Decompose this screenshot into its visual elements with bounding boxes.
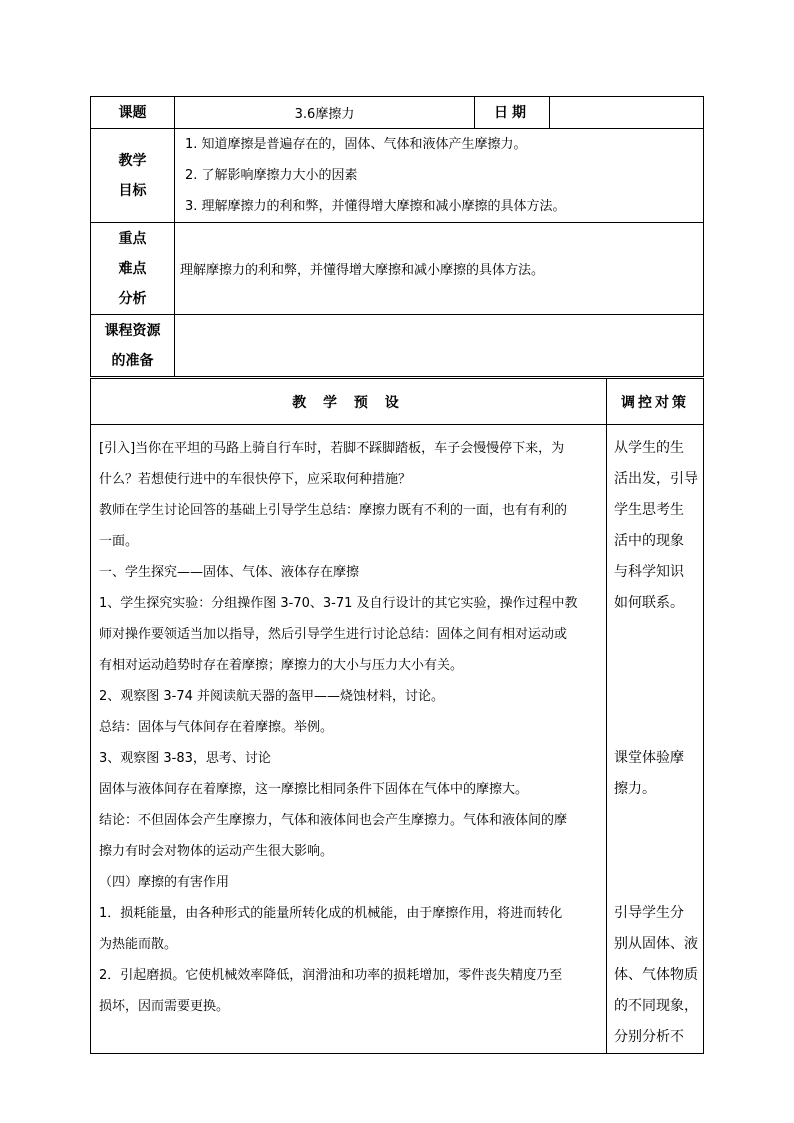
- side-line: 的不同现象，: [614, 998, 698, 1014]
- key-points-label: [91, 223, 175, 315]
- goal-item: 1. 知道摩擦是普遍存在的，固体、气体和液体产生摩擦力。: [185, 137, 527, 152]
- resources-label-line: 课程资源: [104, 322, 161, 339]
- plan-body-row: [91, 425, 704, 1054]
- plan-header-side: 调控对策: [607, 379, 704, 425]
- date-label: 日期: [475, 97, 550, 129]
- side-line: 从学生的生: [614, 440, 684, 456]
- plan-line: 结论：不但固体会产生摩擦力，气体和液体间也会产生摩擦力。气体和液体间的摩: [99, 813, 568, 828]
- plan-line: [引入]当你在平坦的马路上骑自行车时，若脚不踩脚踏板，车子会慢慢停下来，为: [99, 441, 565, 456]
- plan-line: 教师在学生讨论回答的基础上引导学生总结：摩擦力既有不利的一面，也有有利的: [99, 503, 568, 518]
- side-line: [614, 619, 699, 650]
- side-line: [614, 681, 699, 712]
- resources-label: [91, 315, 175, 377]
- goals-list: [175, 129, 704, 223]
- goals-row: [91, 129, 704, 223]
- plan-line: 1、学生探究实验：分组操作图 3-70、3-71 及自行设计的其它实验，操作过程中教: [99, 596, 578, 611]
- plan-line: 2、观察图 3-74 并阅读航天器的盔甲——烧蚀材料，讨论。: [99, 689, 445, 704]
- topic-value: 3.6摩擦力: [175, 97, 475, 129]
- side-line: 擦力。: [614, 781, 656, 797]
- side-line: [614, 867, 699, 898]
- side-line: 学生思考生: [614, 502, 684, 518]
- resources-row: [91, 315, 704, 377]
- side-line: [614, 805, 699, 836]
- plan-header-main: 教 学 预 设: [91, 379, 607, 425]
- teaching-plan-table: [90, 378, 704, 1054]
- plan-line: 总结：固体与气体间存在着摩擦。举例。: [99, 720, 334, 735]
- side-line: 如何联系。: [614, 595, 684, 611]
- plan-line: 损坏，因而需要更换。: [99, 999, 230, 1014]
- key-points-label-line: 分析: [118, 290, 147, 307]
- key-points-label-line: 重点: [118, 230, 147, 247]
- plan-side-notes: [607, 425, 704, 1054]
- plan-line: 2．引起磨损。它使机械效率降低，润滑油和功率的损耗增加，零件丧失精度乃至: [99, 968, 563, 983]
- lesson-info-table: [90, 96, 704, 377]
- side-line: 别从固体、液: [614, 936, 698, 952]
- goal-item: 2. 了解影响摩擦力大小的因素: [185, 168, 358, 183]
- plan-line: 3、观察图 3-83，思考、讨论: [99, 751, 271, 766]
- topic-row: [91, 97, 704, 129]
- side-line: 活出发，引导: [614, 471, 698, 487]
- plan-line: 什么？若想使行进中的车很快停下，应采取何种措施？: [99, 472, 412, 487]
- plan-line: 固体与液体间存在着摩擦，这一摩擦比相同条件下固体在气体中的摩擦大。: [99, 782, 529, 797]
- side-line: [614, 712, 699, 743]
- plan-body: [91, 425, 607, 1054]
- side-line: 课堂体验摩: [614, 750, 684, 766]
- topic-label: 课题: [91, 97, 175, 129]
- plan-line: 为热能而散。: [99, 937, 178, 952]
- plan-line: 一面。: [99, 534, 139, 549]
- side-line: 与科学知识: [614, 564, 684, 580]
- goal-item: 3. 理解摩擦力的利和弊，并懂得增大摩擦和减小摩擦的具体方法。: [185, 199, 566, 214]
- resources-text: [175, 315, 704, 377]
- plan-header-row: [91, 379, 704, 425]
- plan-line: 有相对运动趋势时存在着摩擦；摩擦力的大小与压力大小有关。: [99, 658, 464, 673]
- plan-line: 擦力有时会对物体的运动产生很大影响。: [99, 844, 334, 859]
- resources-label-line: 的准备: [111, 352, 154, 369]
- plan-line: 一、学生探究——固体、气体、液体存在摩擦: [99, 565, 360, 580]
- goals-label-line: 教学: [118, 152, 147, 169]
- plan-line: 师对操作要领适当加以指导，然后引导学生进行讨论总结：固体之间有相对运动或: [99, 627, 568, 642]
- goals-label-line: 目标: [118, 182, 147, 199]
- side-line: 活中的现象: [614, 533, 684, 549]
- side-line: 分别分析不: [614, 1029, 684, 1045]
- key-points-row: [91, 223, 704, 315]
- side-line: 引导学生分: [614, 905, 684, 921]
- key-points-label-line: 难点: [118, 260, 147, 277]
- side-line: 体、气体物质: [614, 967, 698, 983]
- plan-line: （四）摩擦的有害作用: [99, 875, 230, 890]
- side-line: [614, 836, 699, 867]
- plan-line: 1．损耗能量，由各种形式的能量所转化成的机械能，由于摩擦作用，将进而转化: [99, 906, 563, 921]
- date-value: [550, 97, 704, 129]
- side-line: [614, 650, 699, 681]
- key-points-text: 理解摩擦力的利和弊，并懂得增大摩擦和减小摩擦的具体方法。: [175, 223, 704, 315]
- goals-label: [91, 129, 175, 223]
